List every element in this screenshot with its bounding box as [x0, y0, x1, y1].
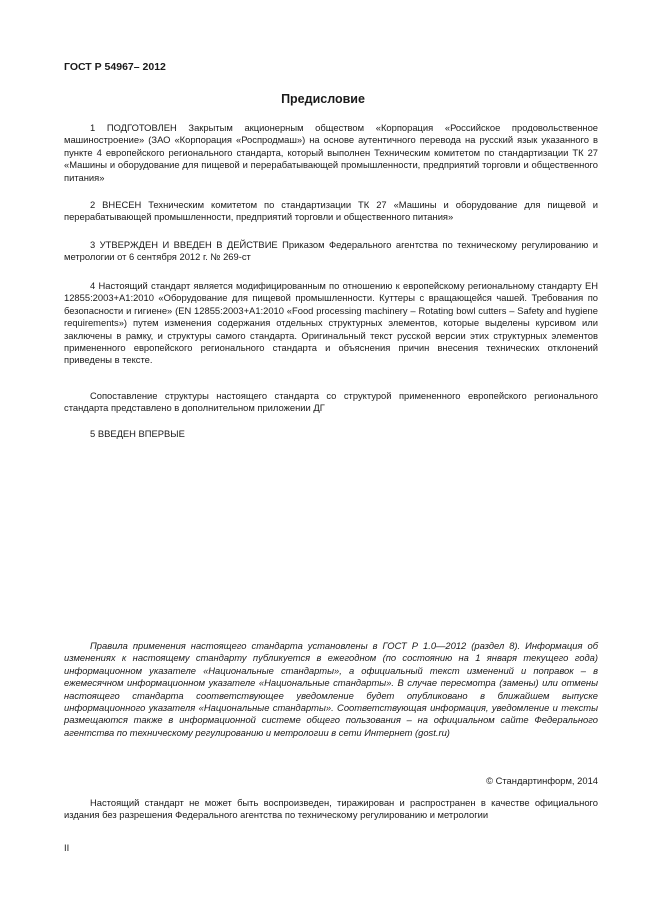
paragraph-modification: 4 Настоящий стандарт является модифицированным по отношению к европейскому региональному стандарту ЕН 12855:2003+А1:2010 «Оборудование для пищевой промышленности. Куттеры с вращающейся чашей. Требования по безопасности и гигиене» (EN 12855:2003+A1:2010 «Food processing machinery – Rotating bowl cutters – Safety and hygiene requirements») путем изменения содержания отдельных структурных элементов, которые выделены курсивом или заключены в рамку, и структуры самого стандарта. Оригинальный текст русской версии этих структурных элементов примененного европейского регионального стандарта и объяснения причин внесения технических отклонений приведены в тексте. [64, 280, 598, 366]
page-number: II [64, 842, 70, 853]
paragraph-prepared-by: 1 ПОДГОТОВЛЕН Закрытым акционерным обществом «Корпорация «Российское продовольственное машиностроение» (ЗАО «Корпорация «Роспродмаш») на основе аутентичного перевода на русский язык указанного в пункте 4 европейского регионального стандарта, который выполнен Техническим комитетом по стандартизации ТК 27 «Машины и оборудование для пищевой и перерабатывающей промышленности, предприятий торговли и общественного питания» [64, 122, 598, 183]
page-title: Предисловие [281, 92, 365, 106]
paragraph-approved: 3 УТВЕРЖДЕН И ВВЕДЕН В ДЕЙСТВИЕ Приказом Федерального агентства по техническому регулированию и метрологии от 6 сентября 2012 г. № 269-ст [64, 239, 598, 263]
paragraph-first-introduced: 5 ВВЕДЕН ВПЕРВЫЕ [90, 428, 185, 439]
paragraph-introduced-by: 2 ВНЕСЕН Техническим комитетом по стандартизации ТК 27 «Машины и оборудование для пищевой и перерабатывающей промышленности, предприятий торговли и общественного питания» [64, 199, 598, 223]
application-rules-notice: Правила применения настоящего стандарта установлены в ГОСТ Р 1.0—2012 (раздел 8). Информация об изменениях к настоящему стандарту публикуется в ежегодном (по состоянию на 1 января текущего года) информационном указателе «Национальные стандарты», а официальный текст изменений и поправок – в ежемесячном информационном указателе «Национальные стандарты». В случае пересмотра (замены) или отмены настоящего стандарта соответствующее уведомление будет опубликовано в ближайшем выпуске информационного указателя «Национальные стандарты». Соответствующая информация, уведомление и тексты размещаются также в информационной системе общего пользования – на официальном сайте Федерального агентства по техническому регулированию и метрологии в сети Интернет (gost.ru) [64, 640, 598, 738]
standard-code: ГОСТ Р 54967– 2012 [64, 61, 166, 73]
copyright: © Стандартинформ, 2014 [486, 775, 598, 786]
paragraph-structure-comparison: Сопоставление структуры настоящего стандарта со структурой примененного европейского регионального стандарта представлено в дополнительном приложении ДГ [64, 390, 598, 414]
reproduction-notice: Настоящий стандарт не может быть воспроизведен, тиражирован и распространен в качестве официального издания без разрешения Федерального агентства по техническому регулированию и метрологии [64, 797, 598, 821]
